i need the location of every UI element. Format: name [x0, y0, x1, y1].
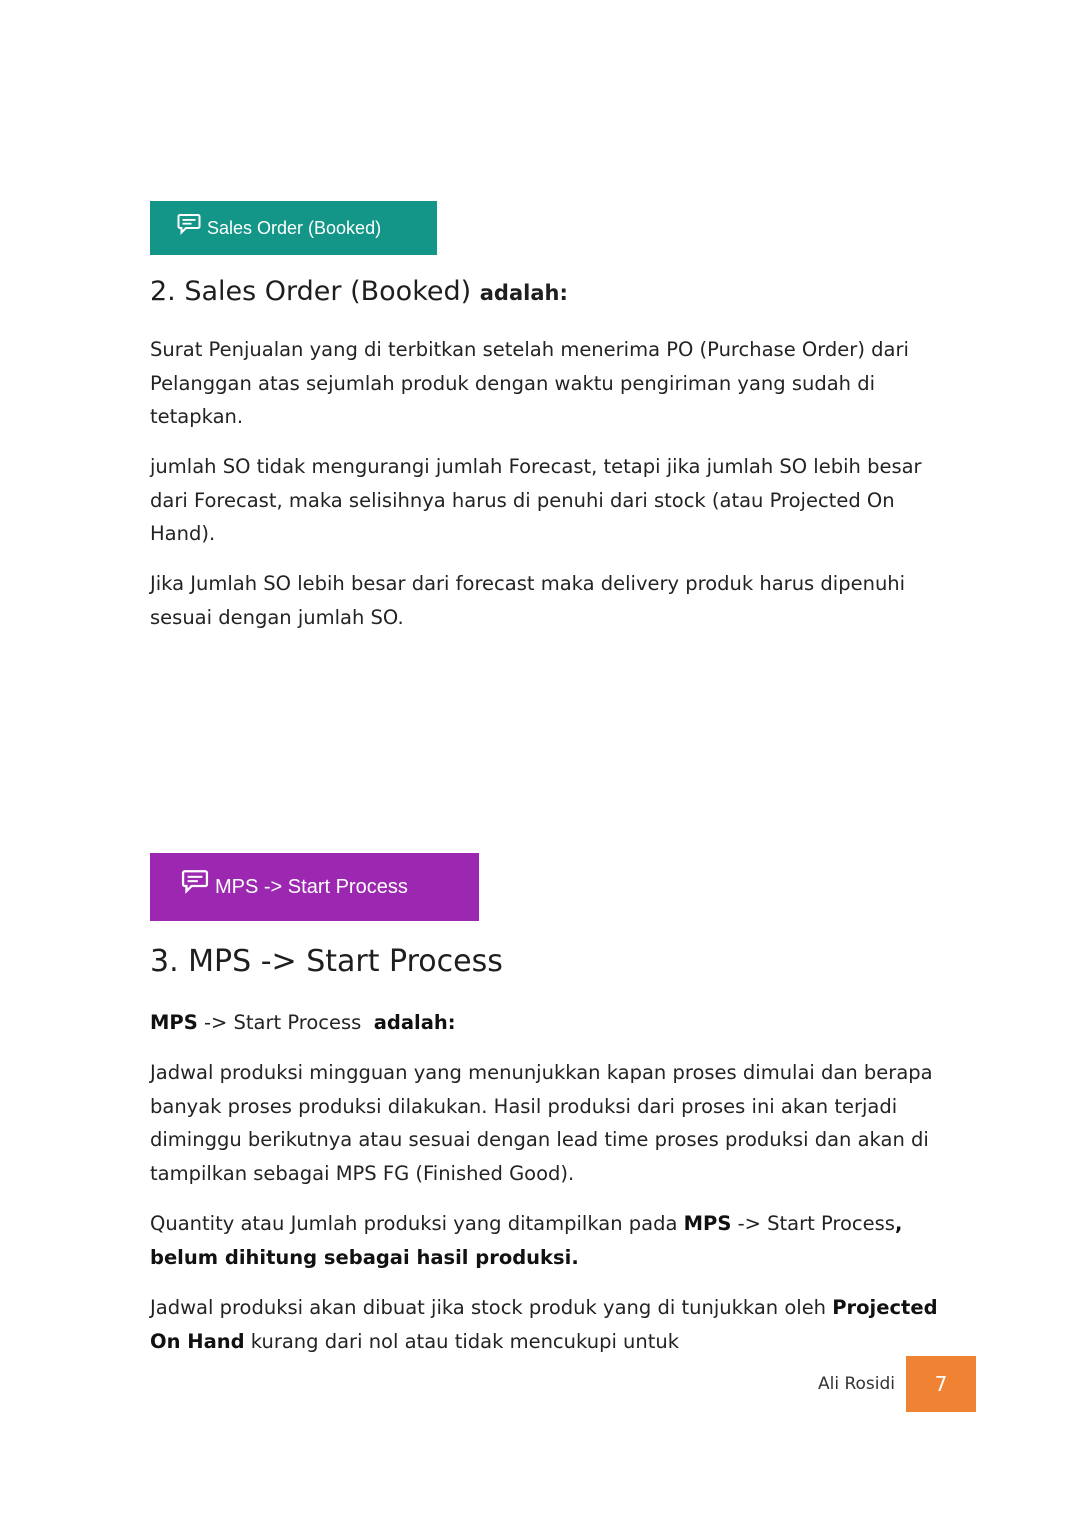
section-3-paragraph-2	[150, 1207, 940, 1274]
section-3-p2-text-2: -> Start Process	[731, 1212, 895, 1235]
section-3-p2-text: Quantity atau Jumlah produksi yang ditampilkan pada	[150, 1212, 684, 1235]
mps-badge	[150, 853, 479, 921]
section-2-heading-suffix: adalah:	[479, 281, 568, 305]
section-3-intro-suffix: adalah:	[373, 1011, 456, 1034]
section-3-intro-text: -> Start Process	[197, 1011, 374, 1034]
section-3-p3-bold: Projected On Hand	[150, 1296, 938, 1353]
page-number: 7	[906, 1356, 976, 1412]
chat-comment-icon	[177, 213, 201, 235]
section-2-paragraph-3: Jika Jumlah SO lebih besar dari forecast maka delivery produk harus dipenuhi sesuai dengan jumlah SO.	[150, 572, 906, 629]
section-2-paragraph-1: Surat Penjualan yang di terbitkan setelah menerima PO (Purchase Order) dari Pelanggan atas sejumlah produk dengan waktu pengiriman yang sudah di tetapkan.	[150, 338, 909, 428]
section-3-p2-bold-1: MPS	[683, 1212, 732, 1235]
section-3-heading: 3. MPS -> Start Process	[150, 944, 503, 979]
section-2-heading-text: 2. Sales Order (Booked)	[150, 276, 472, 307]
section-2-heading	[150, 276, 568, 307]
sales-order-badge-label: Sales Order (Booked)	[207, 217, 382, 238]
footer-author: Ali Rosidi	[817, 1374, 895, 1394]
section-3-paragraph-1: Jadwal produksi mingguan yang menunjukkan kapan proses dimulai dan berapa banyak proses produksi dilakukan. Hasil produksi dari proses ini akan terjadi diminggu berikutnya atau sesuai dengan lead time proses produksi dan akan di tampilkan sebagai MPS FG (Finished Good).	[150, 1061, 933, 1185]
section-3-paragraph-3	[150, 1291, 940, 1358]
mps-badge-label: MPS -> Start Process	[215, 875, 408, 898]
chat-comment-icon	[181, 869, 209, 894]
section-3-intro	[150, 1006, 940, 1040]
sales-order-badge	[150, 201, 437, 255]
section-3-p2-bold-2: , belum dihitung sebagai hasil produksi.	[150, 1212, 903, 1269]
section-2-paragraph-2: jumlah SO tidak mengurangi jumlah Forecast, tetapi jika jumlah SO lebih besar dari Forecast, maka selisihnya harus di penuhi dari stock (atau Projected On Hand).	[150, 455, 922, 545]
section-3-p3-text-2: kurang dari nol atau tidak mencukupi untuk	[244, 1329, 680, 1353]
section-3-intro-bold: MPS	[150, 1011, 198, 1034]
section-3-p3-text: Jadwal produksi akan dibuat jika stock produk yang di tunjukkan oleh	[150, 1296, 833, 1319]
